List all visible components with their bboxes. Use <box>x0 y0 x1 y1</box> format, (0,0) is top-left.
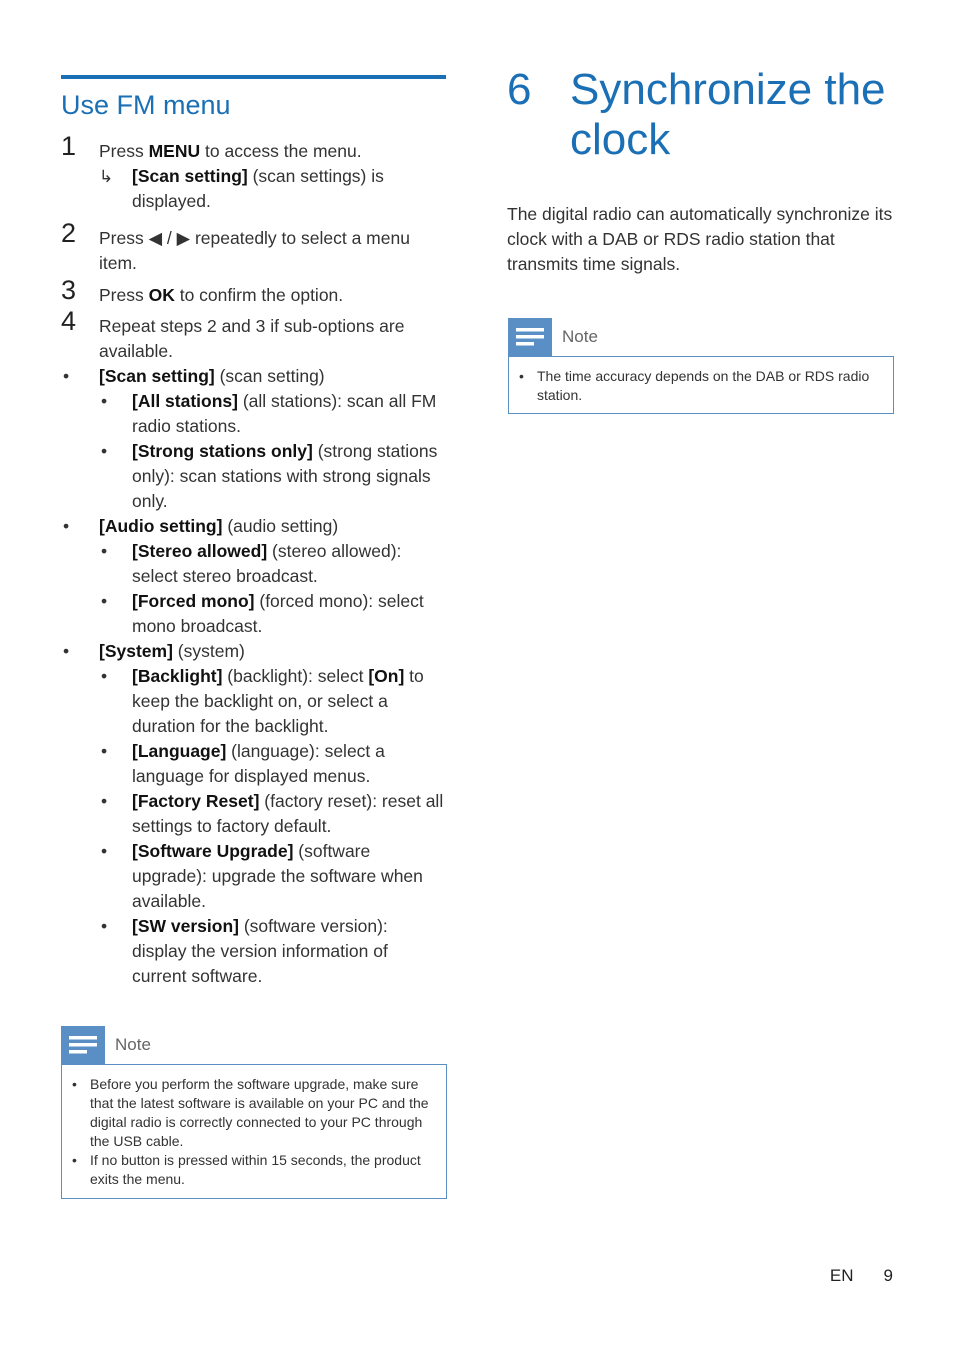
step-text: Press ◀ / ▶ repeatedly to select a menu item. <box>99 228 410 273</box>
sub-option-text: (software version): display the version information of current software. <box>132 916 388 986</box>
step-2 <box>61 218 447 276</box>
step-4 <box>61 306 447 364</box>
language-code: EN <box>829 1266 854 1285</box>
note-lines-icon <box>61 1026 105 1064</box>
sub-option-text: (backlight): select <box>222 666 369 686</box>
sub-option-language <box>99 739 447 789</box>
step-number: 2 <box>61 218 77 248</box>
sub-option-forced-mono <box>99 589 447 639</box>
sub-option-text: (factory reset): reset all settings to factory default. <box>132 791 444 836</box>
bullet-dot: • <box>63 641 70 661</box>
result-keyword: [Scan setting] <box>132 166 248 186</box>
step-number: 3 <box>61 275 77 305</box>
sub-option-software-upgrade <box>99 839 447 914</box>
note-lines-icon <box>508 318 552 356</box>
right-column <box>507 65 895 277</box>
step-text: Press <box>99 141 149 161</box>
sub-option-stereo-allowed <box>99 539 447 589</box>
bullet-dot: • <box>63 366 70 386</box>
sub-option-keyword: [Language] <box>132 741 227 761</box>
intro-paragraph: The digital radio can automatically synchronize its clock with a DAB or RDS radio station that transmits time signals. <box>507 204 893 274</box>
option-system <box>61 639 447 989</box>
bullet-dot: • <box>101 916 108 936</box>
step-text: to access the menu. <box>200 141 362 161</box>
step-1 <box>61 131 447 214</box>
note-box <box>61 1064 447 1199</box>
section-heading: Use FM menu <box>61 90 231 120</box>
option-text: (audio setting) <box>222 516 339 536</box>
note-list <box>62 1065 446 1189</box>
bullet-dot: • <box>63 516 70 536</box>
sub-option-text: to keep the backlight on, or select a duration for the backlight. <box>132 666 424 736</box>
step-keyword: OK <box>148 285 175 305</box>
sub-option-keyword: [On] <box>368 666 405 686</box>
option-keyword: [Scan setting] <box>99 366 215 386</box>
sub-option-text: (all stations): scan all FM radio stations. <box>132 391 437 436</box>
option-text: (system) <box>172 641 245 661</box>
bullet-dot: • <box>101 841 108 861</box>
step-number: 4 <box>61 306 77 336</box>
note-list <box>509 357 893 405</box>
step-result <box>99 164 447 214</box>
bullet-dot: • <box>101 741 108 761</box>
sub-option-sw-version <box>99 914 447 989</box>
note-box <box>508 356 894 414</box>
bullet-dot: • <box>101 391 108 411</box>
page-footer <box>830 1266 893 1286</box>
bullet-dot: • <box>101 591 108 611</box>
page-number: 9 <box>883 1266 893 1285</box>
sub-option-factory-reset <box>99 789 447 839</box>
section-rule <box>61 75 446 79</box>
option-keyword: [System] <box>99 641 173 661</box>
bullet-dot: • <box>101 441 108 461</box>
bullet-dot: • <box>101 791 108 811</box>
sub-option-text: (strong stations only): scan stations with strong signals only. <box>132 441 438 511</box>
bullet-dot: • <box>72 1152 77 1168</box>
sub-option-text: (language): select a language for displayed menus. <box>132 741 385 786</box>
sub-option-keyword: [Backlight] <box>132 666 223 686</box>
option-text: (scan setting) <box>214 366 325 386</box>
bullet-dot: • <box>72 1076 77 1092</box>
note-item <box>519 367 879 405</box>
step-list <box>61 131 447 364</box>
step-text: to confirm the option. <box>174 285 344 305</box>
sub-option-all-stations <box>99 389 447 439</box>
option-list <box>61 364 447 989</box>
step-3 <box>61 275 447 308</box>
bullet-dot: • <box>101 666 108 686</box>
option-scan-setting <box>61 364 447 514</box>
sub-option-keyword: [Strong stations only] <box>132 441 313 461</box>
note-item-text: If no button is pressed within 15 seconds, the product exits the menu. <box>90 1152 421 1187</box>
sub-option-keyword: [SW version] <box>132 916 239 936</box>
sub-option-keyword: [All stations] <box>132 391 238 411</box>
note-header <box>508 318 598 356</box>
sub-option-text: (stereo allowed): select stereo broadcast. <box>132 541 402 586</box>
note-label: Note <box>562 327 598 346</box>
note-item-text: The time accuracy depends on the DAB or RDS radio station. <box>537 368 870 403</box>
note-item <box>72 1151 432 1189</box>
chapter-title: Synchronize the clock <box>570 65 886 164</box>
step-text: Repeat steps 2 and 3 if sub-options are available. <box>99 316 405 361</box>
option-audio-setting <box>61 514 447 639</box>
sub-option-backlight <box>99 664 447 739</box>
step-keyword: MENU <box>148 141 201 161</box>
bullet-dot: • <box>101 541 108 561</box>
step-number: 1 <box>61 131 77 161</box>
sub-option-keyword: [Software Upgrade] <box>132 841 294 861</box>
sub-option-text: (forced mono): select mono broadcast. <box>132 591 424 636</box>
result-text: (scan settings) is displayed. <box>132 166 384 211</box>
chapter-heading <box>507 65 895 165</box>
bullet-dot: • <box>519 368 524 384</box>
note-header <box>61 1026 151 1064</box>
sub-option-keyword: [Stereo allowed] <box>132 541 268 561</box>
result-arrow-icon: ↳ <box>99 167 114 186</box>
sub-option-strong-stations <box>99 439 447 514</box>
option-keyword: [Audio setting] <box>99 516 223 536</box>
sub-option-keyword: [Forced mono] <box>132 591 255 611</box>
left-column <box>61 75 447 989</box>
sub-option-keyword: [Factory Reset] <box>132 791 260 811</box>
step-text: Press <box>99 285 149 305</box>
note-label: Note <box>115 1035 151 1054</box>
note-item <box>72 1075 432 1151</box>
sub-option-text: (software upgrade): upgrade the software when available. <box>132 841 423 911</box>
chapter-number: 6 <box>507 65 532 114</box>
note-item-text: Before you perform the software upgrade, make sure that the latest software is available on your PC and the digital radio is correctly connected to your PC through the USB cable. <box>90 1076 429 1149</box>
